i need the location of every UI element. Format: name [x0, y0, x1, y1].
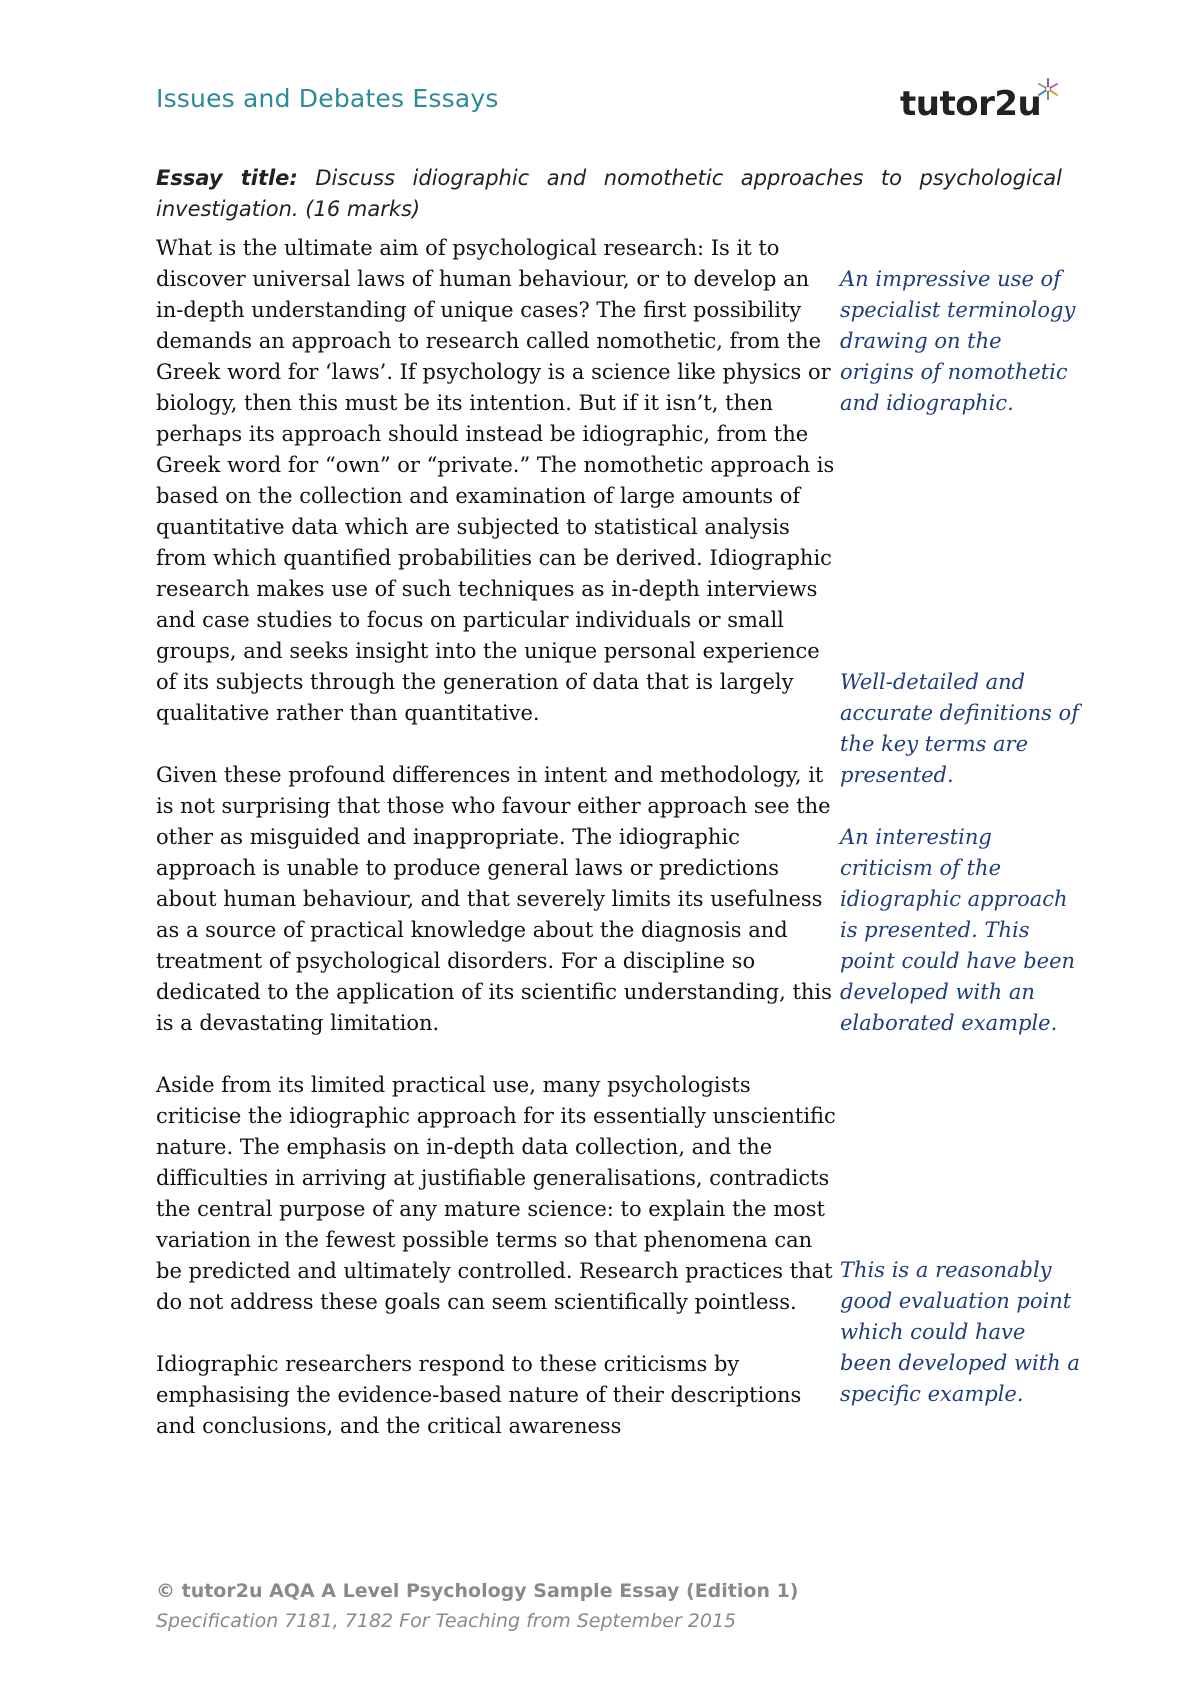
essay-paragraph-4: Idiographic researchers respond to these criticisms by emphasising the evidence-based nature of their descriptions and conclusions, and the critical awareness: [156, 1352, 802, 1438]
margin-comment-4: This is a reasonably good evaluation point which could have been developed with a specific example.: [840, 1258, 1080, 1406]
tutor2u-logo: [900, 84, 1070, 134]
page-title: Issues and Debates Essays: [156, 84, 499, 113]
footer-specification: Specification 7181, 7182 For Teaching from September 2015: [156, 1610, 737, 1632]
essay-title-text: Discuss idiographic and nomothetic approaches to psychological investigation. (16 marks): [156, 166, 1063, 221]
essay-title-label: Essay title:: [156, 166, 298, 190]
logo-text: tutor2u: [900, 84, 1042, 124]
essay-title: [156, 163, 1062, 225]
essay-paragraph-2: Given these profound differences in intent and methodology, it is not surprising that those who favour either approach see the other as misguided and inappropriate. The idiographic approach is unable to produce general laws or predictions about human behaviour, and that severely limits its usefulness as a source of practical knowledge about the diagnosis and treatment of psychological disorders. For a discipline so dedicated to the application of its scientific understanding, this is a devastating limitation.: [156, 763, 832, 1035]
essay-paragraph-1: What is the ultimate aim of psychological research: Is it to discover universal laws of human behaviour, or to develop an in-depth understanding of unique cases? The first possibility demands an approach to research called nomothetic, from the Greek word for ‘laws’. If psychology is a science like physics or biology, then this must be its intention. But if it isn’t, then perhaps its approach should instead be idiographic, from the Greek word for “own” or “private.” The nomothetic approach is based on the collection and examination of large amounts of quantitative data which are subjected to statistical analysis from which quantified probabilities can be derived. Idiographic research makes use of such techniques as in-depth interviews and case studies to focus on particular individuals or small groups, and seeks insight into the unique personal experience of its subjects through the generation of data that is largely qualitative rather than quantitative.: [156, 236, 835, 725]
footer: [156, 1576, 799, 1636]
essay-paragraph-3: Aside from its limited practical use, many psychologists criticise the idiographic approach for its essentially unscientific nature. The emphasis on in-depth data collection, and the difficulties in arriving at justifiable generalisations, contradicts the central purpose of any mature science: to explain the most variation in the fewest possible terms so that phenomena can be predicted and ultimately controlled. Research practices that do not address these goals can seem scientifically pointless.: [156, 1073, 836, 1314]
margin-comment-3: An interesting criticism of the idiographic approach is presented. This point could have been developed with an elaborated example.: [840, 825, 1076, 1035]
margin-comment-2: Well-detailed and accurate definitions of the key terms are presented.: [840, 670, 1079, 787]
flower-logo-icon: [1035, 76, 1061, 102]
essay-body: [156, 233, 836, 1473]
footer-copyright: © tutor2u AQA A Level Psychology Sample Essay (Edition 1): [156, 1580, 799, 1602]
margin-comment-1: An impressive use of specialist terminology drawing on the origins of nomothetic and idiographic.: [840, 267, 1076, 415]
